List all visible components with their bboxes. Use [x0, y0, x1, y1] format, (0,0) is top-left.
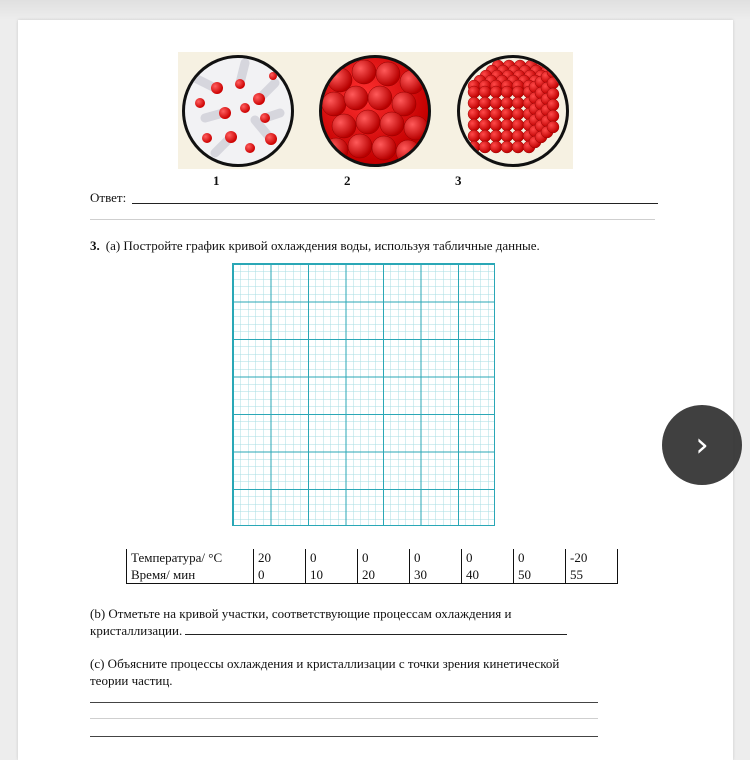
viewer-top-bar [0, 0, 750, 20]
table-cell: 0 [514, 549, 566, 566]
question-3-number: 3. [90, 238, 100, 253]
table-row [127, 549, 618, 566]
cooling-data-table [126, 549, 618, 584]
question-3c-line-1: (c) Объясните процессы охлаждения и кристаллизации с точки зрения кинетической [90, 656, 560, 671]
table-cell: 0 [358, 549, 410, 566]
question-3b-line-1: (b) Отметьте на кривой участки, соответствующие процессам охлаждения и [90, 606, 512, 621]
question-3a-text: (a) Постройте график кривой охлаждения воды, используя табличные данные. [105, 238, 540, 253]
table-cell: 30 [410, 566, 462, 584]
figure-label-2: 2 [344, 173, 351, 188]
liquid-particles-circle [319, 55, 431, 167]
figure-label-1: 1 [213, 173, 220, 188]
question-3c [90, 655, 630, 689]
chevron-right-icon: › [695, 425, 709, 465]
answer-label: Ответ: [90, 190, 127, 205]
gas-particles-image [185, 58, 291, 164]
question-3c-line-2: теории частиц. [90, 673, 173, 688]
table-cell: 40 [462, 566, 514, 584]
solid-particles-image [460, 58, 566, 164]
table-header-time: Время/ мин [127, 566, 254, 584]
table-header-temperature: Температура/ °C [127, 549, 254, 566]
answer-3c-line-3[interactable] [90, 736, 598, 737]
table-cell: 0 [462, 549, 514, 566]
table-cell: 20 [358, 566, 410, 584]
table-cell: 10 [306, 566, 358, 584]
table-cell: 20 [254, 549, 306, 566]
table-cell: 0 [410, 549, 462, 566]
question-3b-line-2-wrap [90, 622, 630, 639]
liquid-particles-image [322, 58, 428, 164]
question-3b [90, 605, 630, 639]
gas-particles-circle [182, 55, 294, 167]
graph-paper-grid[interactable] [232, 263, 495, 526]
answer-3c-line-2[interactable] [90, 718, 598, 719]
table-cell: 55 [566, 566, 618, 584]
figure-label-3: 3 [455, 173, 462, 188]
answer-3c-line-1[interactable] [90, 702, 598, 703]
particles-figure [178, 52, 573, 169]
answer-line[interactable] [132, 203, 658, 204]
question-3-heading [90, 238, 540, 254]
table-cell: 0 [306, 549, 358, 566]
table-cell: -20 [566, 549, 618, 566]
next-page-button[interactable] [662, 405, 742, 485]
table-row [127, 566, 618, 584]
question-3b-line-2: кристаллизации. [90, 623, 183, 638]
answer-line-2 [90, 219, 655, 220]
answer-3b-line[interactable] [185, 622, 567, 635]
table-cell: 50 [514, 566, 566, 584]
solid-particles-circle [457, 55, 569, 167]
table-cell: 0 [254, 566, 306, 584]
